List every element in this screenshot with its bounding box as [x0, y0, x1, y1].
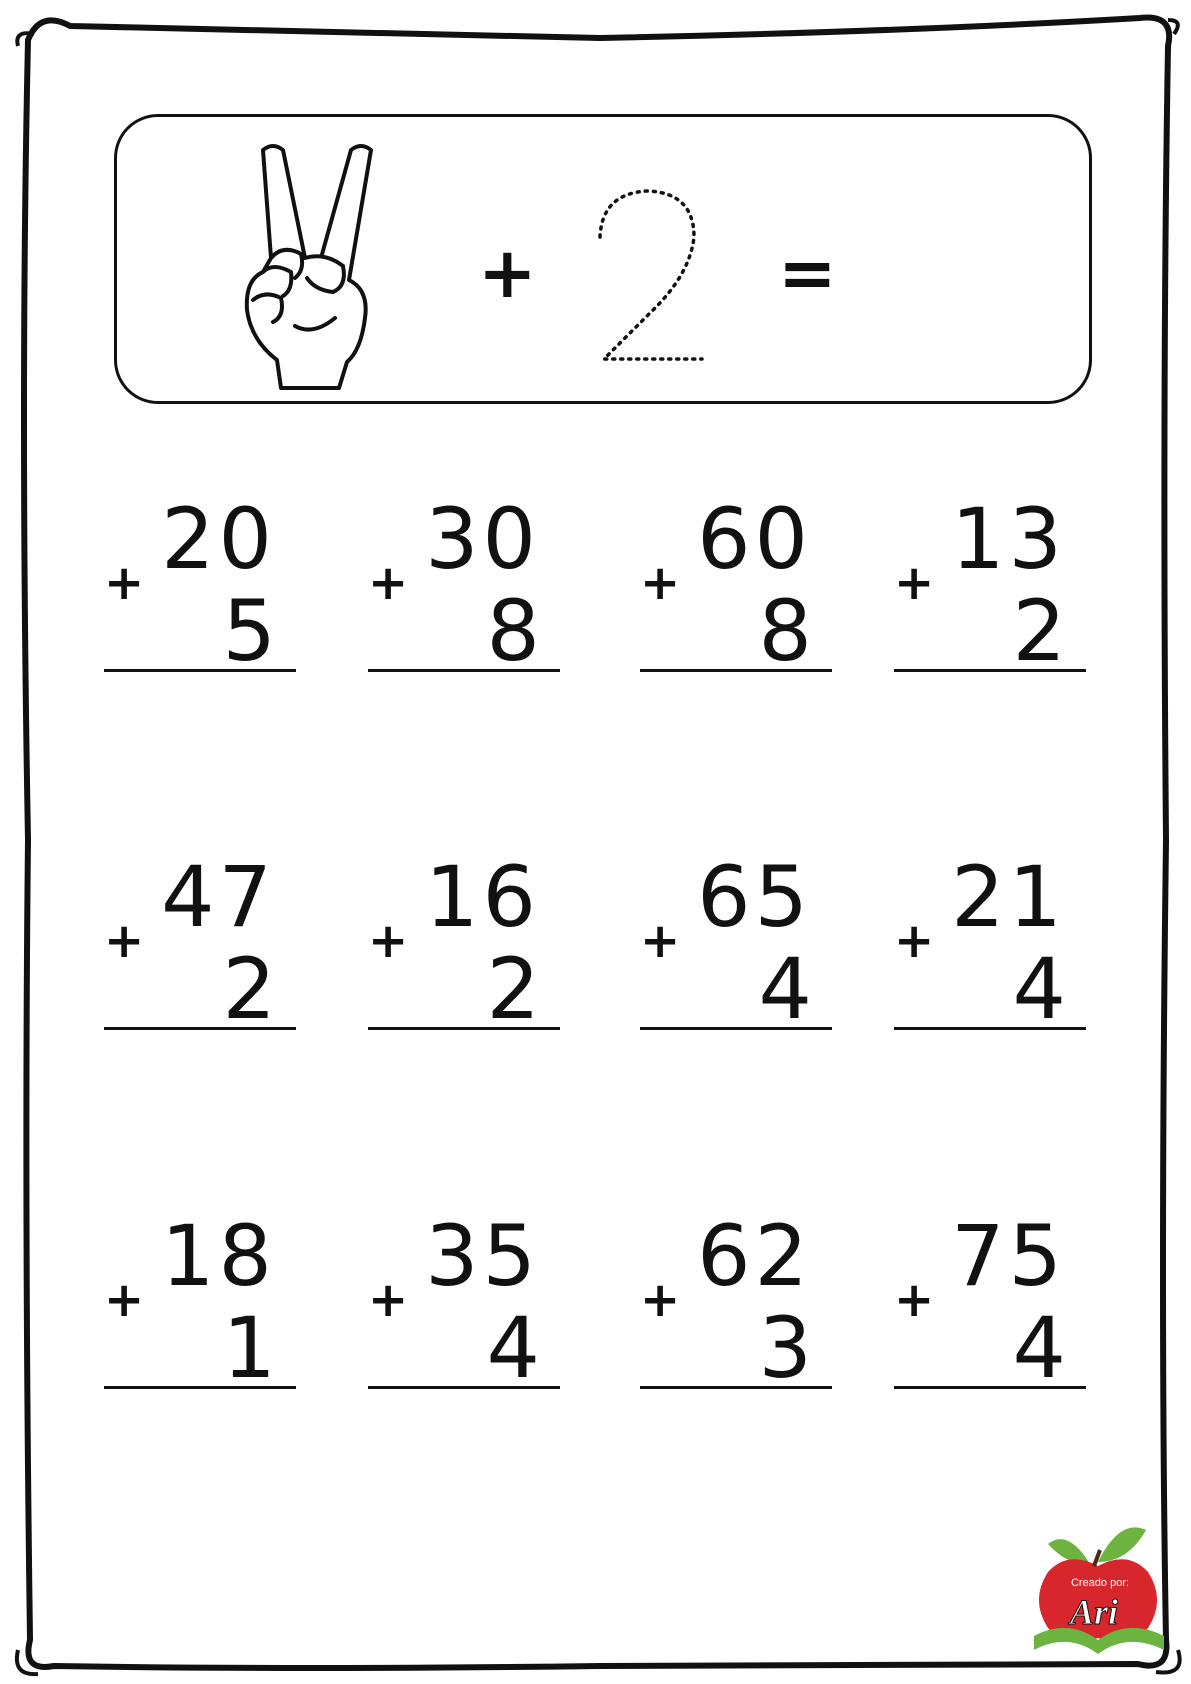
answer-line[interactable]: [104, 1027, 296, 1030]
first-addend: 30: [425, 490, 540, 588]
addition-problem: [640, 848, 840, 1045]
answer-line[interactable]: [640, 1027, 832, 1030]
addition-problem: [640, 490, 840, 687]
second-addend: 4: [1012, 940, 1066, 1038]
creator-logo: [1028, 1520, 1168, 1660]
answer-line[interactable]: [104, 669, 296, 672]
addition-problem: [104, 490, 304, 687]
plus-sign: +: [894, 555, 935, 611]
answer-line[interactable]: [894, 669, 1086, 672]
first-addend: 21: [951, 848, 1066, 946]
first-addend: 62: [697, 1207, 812, 1305]
first-addend: 13: [951, 490, 1066, 588]
plus-sign: +: [104, 555, 145, 611]
answer-line[interactable]: [368, 1386, 560, 1389]
addition-problem: [368, 848, 568, 1045]
second-addend: 2: [222, 940, 276, 1038]
answer-line[interactable]: [640, 1386, 832, 1389]
answer-line[interactable]: [104, 1386, 296, 1389]
addition-problem: [104, 848, 304, 1045]
first-addend: 16: [425, 848, 540, 946]
answer-line[interactable]: [368, 1027, 560, 1030]
addition-problem: [368, 1207, 568, 1404]
logo-text-line1: Creado por:: [1070, 1577, 1130, 1589]
first-addend: 35: [425, 1207, 540, 1305]
plus-sign: +: [368, 1272, 409, 1328]
second-addend: 8: [486, 582, 540, 680]
first-addend: 75: [951, 1207, 1066, 1305]
addition-problem: [894, 490, 1094, 687]
second-addend: 2: [1012, 582, 1066, 680]
equals-sign: =: [778, 232, 837, 314]
first-addend: 18: [161, 1207, 276, 1305]
plus-sign: +: [104, 913, 145, 969]
second-addend: 2: [486, 940, 540, 1038]
first-addend: 47: [161, 848, 276, 946]
plus-sign: +: [104, 1272, 145, 1328]
second-addend: 4: [1012, 1299, 1066, 1397]
second-addend: 1: [222, 1299, 276, 1397]
addition-problem: [894, 848, 1094, 1045]
plus-sign: +: [640, 1272, 681, 1328]
plus-sign: +: [640, 913, 681, 969]
plus-sign: +: [894, 1272, 935, 1328]
second-addend: 3: [758, 1299, 812, 1397]
second-addend: 4: [486, 1299, 540, 1397]
answer-line[interactable]: [368, 669, 560, 672]
addition-problem: [368, 490, 568, 687]
second-addend: 8: [758, 582, 812, 680]
second-addend: 4: [758, 940, 812, 1038]
answer-line[interactable]: [640, 669, 832, 672]
addition-problem: [894, 1207, 1094, 1404]
addition-problem: [104, 1207, 304, 1404]
addition-problem: [640, 1207, 840, 1404]
plus-sign: +: [478, 232, 537, 314]
logo-text-line2: Ari: [1069, 1592, 1119, 1632]
first-addend: 60: [697, 490, 812, 588]
answer-line[interactable]: [894, 1386, 1086, 1389]
first-addend: 65: [697, 848, 812, 946]
plus-sign: +: [368, 555, 409, 611]
second-addend: 5: [222, 582, 276, 680]
plus-sign: +: [368, 913, 409, 969]
first-addend: 20: [161, 490, 276, 588]
plus-sign: +: [640, 555, 681, 611]
answer-line[interactable]: [894, 1027, 1086, 1030]
plus-sign: +: [894, 913, 935, 969]
